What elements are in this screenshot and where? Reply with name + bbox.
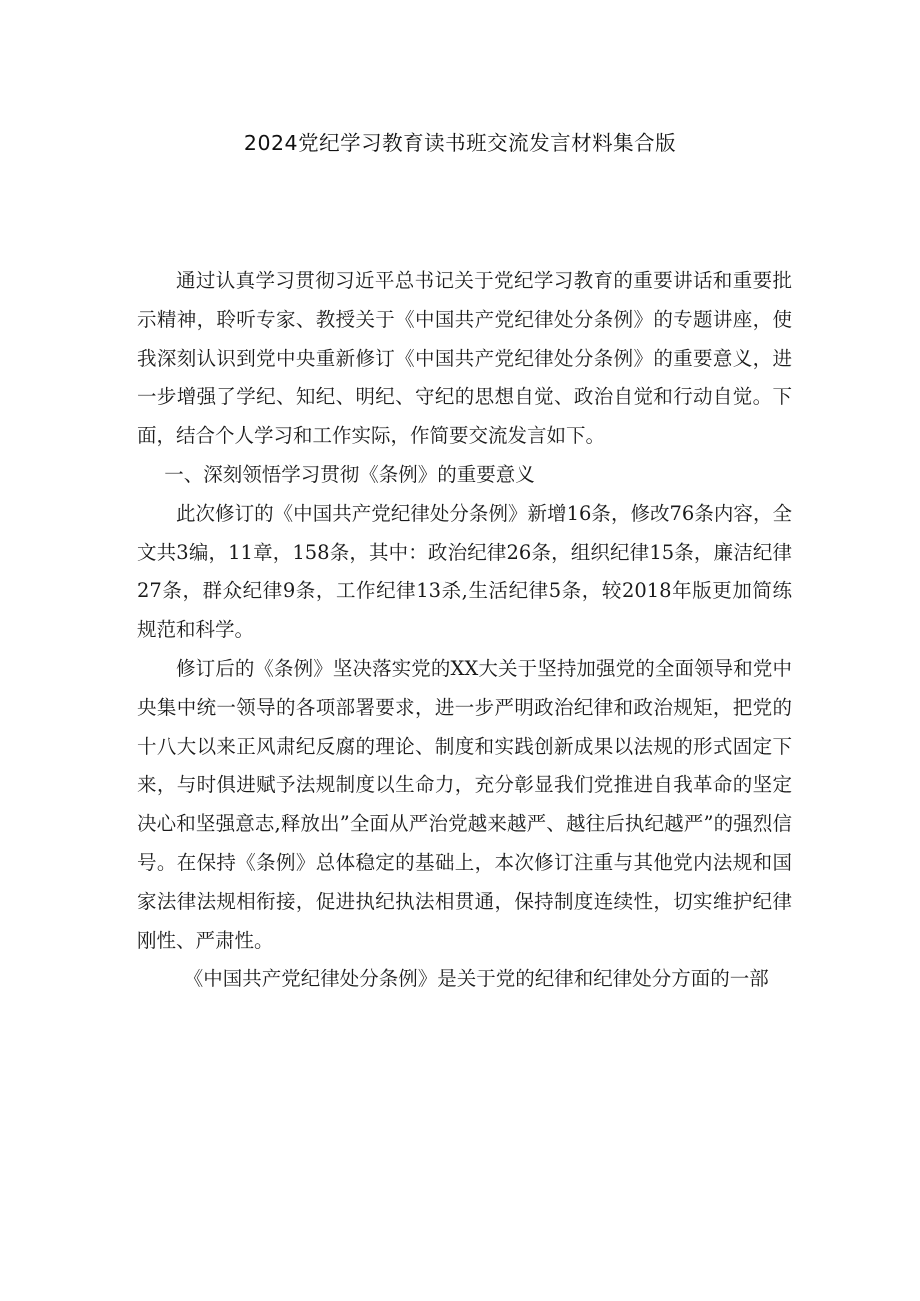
paragraph-revision-stats: 此次修订的《中国共产党纪律处分条例》新增16条，修改76条内容，全文共3编，11章，158条，其中：政治纪律26条，组织纪律15条，廉洁纪律27条，群众纪律9条，工作纪律13杀,生活纪律5条，较2018年版更加简练规范和科学。: [137, 501, 792, 642]
paragraph-intro: 通过认真学习贯彻习近平总书记关于党纪学习教育的重要讲话和重要批示精神，聆听专家、教授关于《中国共产党纪律处分条例》的专题讲座，使我深刻认识到党中央重新修订《中国共产党纪律处分条例》的重要意义，进一步增强了学纪、知纪、明纪、守纪的思想自觉、政治自觉和行动自觉。下面，结合个人学习和工作实际，作简要交流发言如下。: [137, 269, 792, 448]
paragraph-regulation-nature: 《中国共产党纪律处分条例》是关于党的纪律和纪律处分方面的一部: [183, 967, 769, 991]
document-body: [137, 262, 792, 999]
document-title: 2024党纪学习教育读书班交流发言材料集合版: [243, 131, 677, 155]
paragraph-revision-significance: 修订后的《条例》坚决落实党的XX大关于坚持加强党的全面领导和党中央集中统一领导的各项部署要求，进一步严明政治纪律和政治规矩，把党的十八大以来正风肃纪反腐的理论、制度和实践创新成果以法规的形式固定下来，与时俱进赋予法规制度以生命力，充分彰显我们党推进自我革命的坚定决心和坚强意志,释放出”全面从严治党越来越严、越往后执纪越严”的强烈信号。在保持《条例》总体稳定的基础上，本次修订注重与其他党内法规和国家法律法规相衔接，促进执纪执法相贯通，保持制度连续性，切实维护纪律刚性、严肃性。: [137, 656, 792, 952]
section-heading-1: 一、深刻领悟学习贯彻《条例》的重要意义: [164, 462, 535, 486]
